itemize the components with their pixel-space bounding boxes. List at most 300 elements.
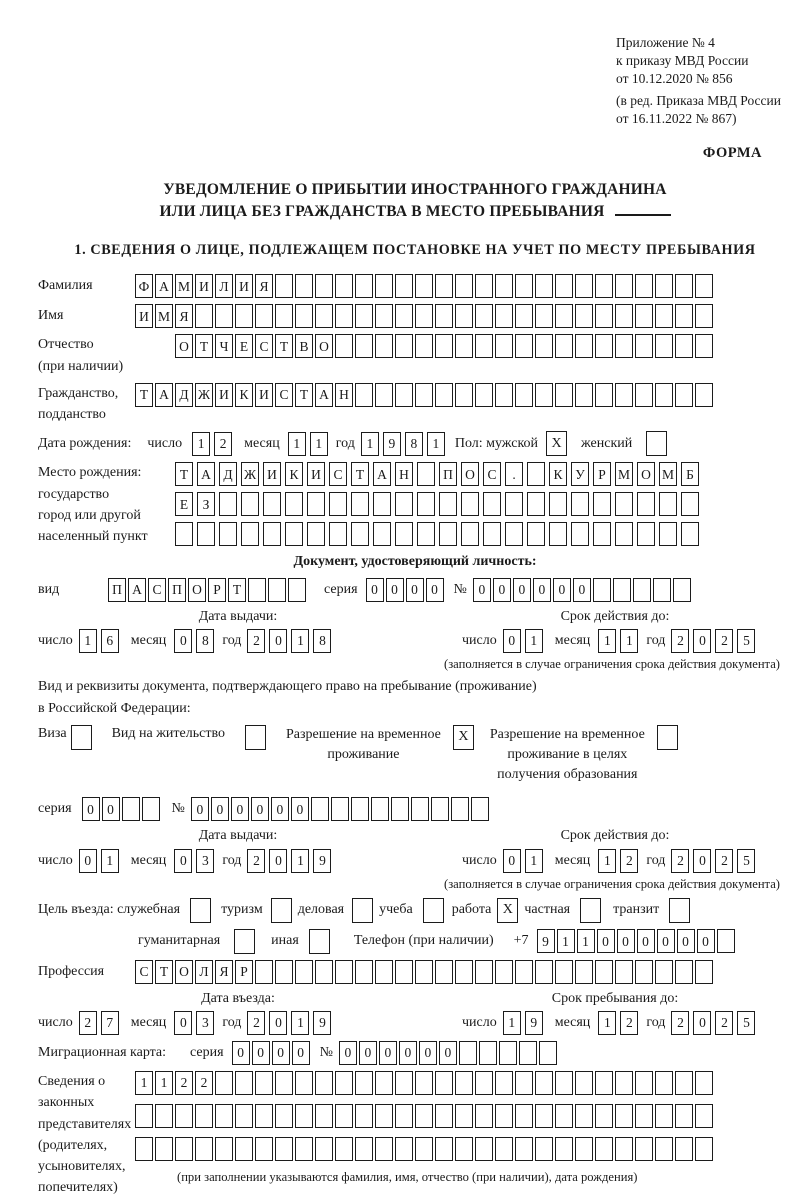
char-cell[interactable] (675, 334, 693, 358)
char-cell[interactable]: 0 (419, 1041, 437, 1065)
purpose-work-checkbox[interactable]: Х (497, 898, 518, 923)
char-cell[interactable]: 0 (269, 1011, 287, 1035)
char-cell[interactable] (515, 274, 533, 298)
char-cell[interactable] (417, 492, 435, 516)
char-cell[interactable]: . (505, 462, 523, 486)
char-cell[interactable] (655, 274, 673, 298)
char-cell[interactable]: Ж (241, 462, 259, 486)
char-cell[interactable]: Б (681, 462, 699, 486)
char-cell[interactable]: Р (593, 462, 611, 486)
char-cell[interactable]: 0 (637, 929, 655, 953)
char-cell[interactable] (175, 1104, 193, 1128)
char-cell[interactable] (475, 1071, 493, 1095)
char-cell[interactable] (571, 492, 589, 516)
purpose-study-checkbox[interactable] (423, 898, 444, 923)
char-cell[interactable] (695, 960, 713, 984)
char-cell[interactable]: 1 (598, 629, 616, 653)
char-cell[interactable] (535, 383, 553, 407)
char-cell[interactable] (483, 492, 501, 516)
char-cell[interactable]: 5 (737, 849, 755, 873)
char-cell[interactable]: 0 (386, 578, 404, 602)
char-cell[interactable] (307, 522, 325, 546)
char-cell[interactable]: 2 (175, 1071, 193, 1095)
char-cell[interactable] (635, 1104, 653, 1128)
char-cell[interactable]: 9 (537, 929, 555, 953)
char-cell[interactable]: И (235, 274, 253, 298)
char-cell[interactable]: 2 (79, 1011, 97, 1035)
char-cell[interactable] (195, 304, 213, 328)
char-cell[interactable]: 2 (247, 629, 265, 653)
char-cell[interactable] (288, 578, 306, 602)
char-cell[interactable] (635, 274, 653, 298)
purpose-other-checkbox[interactable] (309, 929, 330, 954)
char-cell[interactable] (695, 1137, 713, 1161)
char-cell[interactable]: 1 (135, 1071, 153, 1095)
char-cell[interactable] (439, 492, 457, 516)
char-cell[interactable] (395, 1071, 413, 1095)
char-cell[interactable] (615, 1137, 633, 1161)
char-cell[interactable]: 1 (310, 432, 328, 456)
char-cell[interactable]: 2 (715, 1011, 733, 1035)
char-cell[interactable] (395, 1137, 413, 1161)
char-cell[interactable] (455, 274, 473, 298)
char-cell[interactable]: 0 (272, 1041, 290, 1065)
char-cell[interactable]: 0 (677, 929, 695, 953)
char-cell[interactable] (395, 274, 413, 298)
char-cell[interactable] (495, 383, 513, 407)
char-cell[interactable]: М (175, 274, 193, 298)
char-cell[interactable]: 0 (553, 578, 571, 602)
char-cell[interactable]: 6 (101, 629, 119, 653)
char-cell[interactable] (455, 1137, 473, 1161)
char-cell[interactable] (593, 522, 611, 546)
char-cell[interactable] (255, 1104, 273, 1128)
char-cell[interactable]: 1 (598, 1011, 616, 1035)
char-cell[interactable]: 1 (427, 432, 445, 456)
char-cell[interactable]: 0 (359, 1041, 377, 1065)
char-cell[interactable] (459, 1041, 477, 1065)
char-cell[interactable]: 0 (426, 578, 444, 602)
char-cell[interactable] (415, 383, 433, 407)
char-cell[interactable] (595, 334, 613, 358)
char-cell[interactable]: Т (351, 462, 369, 486)
char-cell[interactable] (615, 522, 633, 546)
char-cell[interactable] (635, 383, 653, 407)
char-cell[interactable]: 0 (493, 578, 511, 602)
char-cell[interactable]: 2 (214, 432, 232, 456)
char-cell[interactable] (355, 304, 373, 328)
char-cell[interactable]: Р (208, 578, 226, 602)
char-cell[interactable] (451, 797, 469, 821)
char-cell[interactable] (475, 1104, 493, 1128)
char-cell[interactable] (275, 304, 293, 328)
char-cell[interactable] (455, 334, 473, 358)
char-cell[interactable] (615, 334, 633, 358)
char-cell[interactable] (285, 522, 303, 546)
char-cell[interactable] (391, 797, 409, 821)
char-cell[interactable] (555, 1104, 573, 1128)
char-cell[interactable] (417, 462, 435, 486)
char-cell[interactable]: А (155, 383, 173, 407)
char-cell[interactable]: 0 (473, 578, 491, 602)
char-cell[interactable]: 0 (174, 1011, 192, 1035)
char-cell[interactable]: Т (155, 960, 173, 984)
char-cell[interactable]: И (307, 462, 325, 486)
char-cell[interactable] (615, 1071, 633, 1095)
char-cell[interactable]: П (108, 578, 126, 602)
char-cell[interactable] (455, 304, 473, 328)
char-cell[interactable] (215, 1137, 233, 1161)
char-cell[interactable]: 0 (269, 629, 287, 653)
char-cell[interactable]: И (263, 462, 281, 486)
char-cell[interactable] (375, 1071, 393, 1095)
char-cell[interactable]: 3 (196, 849, 214, 873)
char-cell[interactable] (655, 334, 673, 358)
char-cell[interactable] (263, 492, 281, 516)
char-cell[interactable] (175, 522, 193, 546)
char-cell[interactable] (505, 522, 523, 546)
char-cell[interactable]: 0 (693, 849, 711, 873)
char-cell[interactable]: 0 (366, 578, 384, 602)
char-cell[interactable] (717, 929, 735, 953)
char-cell[interactable] (655, 960, 673, 984)
char-cell[interactable]: 8 (196, 629, 214, 653)
char-cell[interactable] (235, 1137, 253, 1161)
char-cell[interactable] (527, 492, 545, 516)
char-cell[interactable]: Д (219, 462, 237, 486)
char-cell[interactable] (549, 522, 567, 546)
char-cell[interactable]: М (659, 462, 677, 486)
char-cell[interactable]: Т (295, 383, 313, 407)
char-cell[interactable] (555, 960, 573, 984)
char-cell[interactable]: Л (195, 960, 213, 984)
char-cell[interactable]: 1 (577, 929, 595, 953)
char-cell[interactable] (615, 960, 633, 984)
char-cell[interactable]: 1 (525, 629, 543, 653)
char-cell[interactable]: О (188, 578, 206, 602)
char-cell[interactable] (315, 960, 333, 984)
char-cell[interactable] (675, 304, 693, 328)
char-cell[interactable] (415, 1104, 433, 1128)
char-cell[interactable] (675, 1071, 693, 1095)
char-cell[interactable] (675, 960, 693, 984)
char-cell[interactable] (675, 1137, 693, 1161)
char-cell[interactable]: 0 (79, 849, 97, 873)
char-cell[interactable] (395, 960, 413, 984)
char-cell[interactable] (375, 1137, 393, 1161)
char-cell[interactable]: 0 (339, 1041, 357, 1065)
char-cell[interactable] (495, 304, 513, 328)
char-cell[interactable]: 0 (251, 797, 269, 821)
char-cell[interactable]: 0 (291, 797, 309, 821)
char-cell[interactable]: И (135, 304, 153, 328)
char-cell[interactable] (535, 960, 553, 984)
char-cell[interactable] (615, 492, 633, 516)
char-cell[interactable] (435, 1104, 453, 1128)
char-cell[interactable] (539, 1041, 557, 1065)
char-cell[interactable] (549, 492, 567, 516)
char-cell[interactable] (241, 522, 259, 546)
char-cell[interactable] (215, 1104, 233, 1128)
char-cell[interactable]: П (439, 462, 457, 486)
char-cell[interactable] (499, 1041, 517, 1065)
char-cell[interactable] (475, 1137, 493, 1161)
char-cell[interactable]: 0 (573, 578, 591, 602)
char-cell[interactable] (295, 1137, 313, 1161)
char-cell[interactable]: О (175, 960, 193, 984)
char-cell[interactable] (495, 334, 513, 358)
char-cell[interactable]: 1 (361, 432, 379, 456)
char-cell[interactable] (519, 1041, 537, 1065)
char-cell[interactable] (653, 578, 671, 602)
char-cell[interactable]: О (175, 334, 193, 358)
char-cell[interactable] (495, 1071, 513, 1095)
char-cell[interactable]: 5 (737, 1011, 755, 1035)
char-cell[interactable] (395, 522, 413, 546)
char-cell[interactable]: С (135, 960, 153, 984)
char-cell[interactable] (571, 522, 589, 546)
char-cell[interactable] (695, 383, 713, 407)
char-cell[interactable]: Е (175, 492, 193, 516)
char-cell[interactable] (417, 522, 435, 546)
char-cell[interactable] (575, 1104, 593, 1128)
char-cell[interactable] (555, 304, 573, 328)
char-cell[interactable] (475, 274, 493, 298)
char-cell[interactable] (695, 274, 713, 298)
purpose-humanitarian-checkbox[interactable] (234, 929, 255, 954)
char-cell[interactable]: М (155, 304, 173, 328)
char-cell[interactable] (395, 1104, 413, 1128)
char-cell[interactable] (471, 797, 489, 821)
char-cell[interactable] (673, 578, 691, 602)
char-cell[interactable] (595, 1104, 613, 1128)
char-cell[interactable] (535, 1071, 553, 1095)
char-cell[interactable]: Я (175, 304, 193, 328)
char-cell[interactable]: А (197, 462, 215, 486)
char-cell[interactable] (373, 492, 391, 516)
char-cell[interactable] (515, 383, 533, 407)
char-cell[interactable] (355, 383, 373, 407)
char-cell[interactable]: 1 (291, 629, 309, 653)
char-cell[interactable]: 0 (174, 849, 192, 873)
char-cell[interactable] (351, 522, 369, 546)
residence-permit-checkbox[interactable] (245, 725, 266, 750)
char-cell[interactable] (575, 383, 593, 407)
char-cell[interactable] (415, 334, 433, 358)
char-cell[interactable]: Л (215, 274, 233, 298)
char-cell[interactable] (255, 1137, 273, 1161)
char-cell[interactable]: 0 (232, 1041, 250, 1065)
char-cell[interactable] (375, 383, 393, 407)
char-cell[interactable]: Т (275, 334, 293, 358)
temp-residence-checkbox[interactable]: Х (453, 725, 474, 750)
char-cell[interactable]: 0 (503, 629, 521, 653)
char-cell[interactable] (375, 274, 393, 298)
char-cell[interactable]: 0 (292, 1041, 310, 1065)
char-cell[interactable]: 8 (405, 432, 423, 456)
char-cell[interactable] (527, 522, 545, 546)
char-cell[interactable] (315, 274, 333, 298)
char-cell[interactable] (295, 304, 313, 328)
char-cell[interactable] (535, 1104, 553, 1128)
char-cell[interactable] (215, 304, 233, 328)
char-cell[interactable]: 3 (196, 1011, 214, 1035)
char-cell[interactable] (495, 274, 513, 298)
char-cell[interactable] (439, 522, 457, 546)
char-cell[interactable] (595, 274, 613, 298)
char-cell[interactable]: 0 (513, 578, 531, 602)
char-cell[interactable] (475, 960, 493, 984)
char-cell[interactable]: 0 (697, 929, 715, 953)
char-cell[interactable]: 2 (620, 849, 638, 873)
char-cell[interactable] (515, 1104, 533, 1128)
char-cell[interactable]: О (461, 462, 479, 486)
char-cell[interactable]: С (255, 334, 273, 358)
char-cell[interactable]: 9 (313, 849, 331, 873)
char-cell[interactable]: 2 (671, 849, 689, 873)
char-cell[interactable]: 1 (192, 432, 210, 456)
char-cell[interactable] (461, 492, 479, 516)
char-cell[interactable] (275, 1071, 293, 1095)
char-cell[interactable] (635, 1137, 653, 1161)
char-cell[interactable]: 0 (439, 1041, 457, 1065)
char-cell[interactable] (595, 1137, 613, 1161)
char-cell[interactable] (335, 960, 353, 984)
char-cell[interactable] (515, 334, 533, 358)
char-cell[interactable] (255, 960, 273, 984)
char-cell[interactable] (175, 1137, 193, 1161)
char-cell[interactable] (235, 304, 253, 328)
char-cell[interactable] (435, 1137, 453, 1161)
char-cell[interactable] (635, 960, 653, 984)
char-cell[interactable]: Ч (215, 334, 233, 358)
char-cell[interactable] (535, 274, 553, 298)
char-cell[interactable]: Т (175, 462, 193, 486)
char-cell[interactable] (655, 383, 673, 407)
char-cell[interactable] (415, 1071, 433, 1095)
char-cell[interactable] (555, 383, 573, 407)
char-cell[interactable] (255, 1071, 273, 1095)
char-cell[interactable] (335, 304, 353, 328)
char-cell[interactable]: 0 (379, 1041, 397, 1065)
char-cell[interactable]: 1 (288, 432, 306, 456)
char-cell[interactable]: 2 (671, 629, 689, 653)
char-cell[interactable] (275, 1104, 293, 1128)
char-cell[interactable] (373, 522, 391, 546)
char-cell[interactable]: М (615, 462, 633, 486)
char-cell[interactable] (475, 383, 493, 407)
char-cell[interactable]: А (155, 274, 173, 298)
char-cell[interactable] (575, 334, 593, 358)
char-cell[interactable] (415, 960, 433, 984)
char-cell[interactable]: 9 (313, 1011, 331, 1035)
char-cell[interactable] (275, 274, 293, 298)
char-cell[interactable]: 0 (693, 1011, 711, 1035)
char-cell[interactable] (335, 1071, 353, 1095)
char-cell[interactable] (415, 1137, 433, 1161)
char-cell[interactable] (275, 960, 293, 984)
char-cell[interactable] (395, 304, 413, 328)
char-cell[interactable] (375, 334, 393, 358)
char-cell[interactable]: 2 (247, 1011, 265, 1035)
char-cell[interactable] (593, 492, 611, 516)
char-cell[interactable] (659, 492, 677, 516)
char-cell[interactable] (375, 1104, 393, 1128)
char-cell[interactable]: 9 (383, 432, 401, 456)
char-cell[interactable] (197, 522, 215, 546)
char-cell[interactable]: 0 (191, 797, 209, 821)
char-cell[interactable] (395, 492, 413, 516)
sex-male-checkbox[interactable]: Х (546, 431, 567, 456)
purpose-transit-checkbox[interactable] (669, 898, 690, 923)
char-cell[interactable]: Т (195, 334, 213, 358)
char-cell[interactable] (295, 1104, 313, 1128)
char-cell[interactable]: 0 (174, 629, 192, 653)
char-cell[interactable]: 2 (195, 1071, 213, 1095)
char-cell[interactable]: Ф (135, 274, 153, 298)
char-cell[interactable] (215, 1071, 233, 1095)
char-cell[interactable] (431, 797, 449, 821)
char-cell[interactable] (695, 1104, 713, 1128)
char-cell[interactable] (515, 960, 533, 984)
char-cell[interactable]: С (483, 462, 501, 486)
char-cell[interactable] (575, 274, 593, 298)
char-cell[interactable]: 0 (269, 849, 287, 873)
char-cell[interactable] (395, 334, 413, 358)
char-cell[interactable] (659, 522, 677, 546)
char-cell[interactable]: Д (175, 383, 193, 407)
char-cell[interactable] (555, 1137, 573, 1161)
purpose-official-checkbox[interactable] (190, 898, 211, 923)
char-cell[interactable] (615, 304, 633, 328)
char-cell[interactable] (335, 334, 353, 358)
char-cell[interactable]: 0 (406, 578, 424, 602)
char-cell[interactable] (335, 1137, 353, 1161)
char-cell[interactable]: 0 (533, 578, 551, 602)
char-cell[interactable]: 0 (82, 797, 100, 821)
char-cell[interactable]: 1 (155, 1071, 173, 1095)
char-cell[interactable] (315, 1137, 333, 1161)
char-cell[interactable]: 1 (503, 1011, 521, 1035)
char-cell[interactable]: О (637, 462, 655, 486)
char-cell[interactable] (637, 522, 655, 546)
char-cell[interactable] (615, 383, 633, 407)
char-cell[interactable] (395, 383, 413, 407)
char-cell[interactable]: 5 (737, 629, 755, 653)
char-cell[interactable]: 2 (715, 849, 733, 873)
char-cell[interactable] (307, 492, 325, 516)
char-cell[interactable] (435, 383, 453, 407)
char-cell[interactable] (219, 492, 237, 516)
char-cell[interactable]: Е (235, 334, 253, 358)
char-cell[interactable] (495, 1137, 513, 1161)
char-cell[interactable]: Р (235, 960, 253, 984)
purpose-private-checkbox[interactable] (580, 898, 601, 923)
char-cell[interactable] (351, 492, 369, 516)
char-cell[interactable]: П (168, 578, 186, 602)
char-cell[interactable] (515, 1137, 533, 1161)
char-cell[interactable]: 0 (271, 797, 289, 821)
char-cell[interactable] (235, 1104, 253, 1128)
char-cell[interactable] (355, 1104, 373, 1128)
char-cell[interactable] (555, 1071, 573, 1095)
char-cell[interactable]: С (148, 578, 166, 602)
char-cell[interactable] (535, 304, 553, 328)
char-cell[interactable]: 2 (671, 1011, 689, 1035)
char-cell[interactable]: И (255, 383, 273, 407)
char-cell[interactable] (371, 797, 389, 821)
char-cell[interactable] (675, 274, 693, 298)
